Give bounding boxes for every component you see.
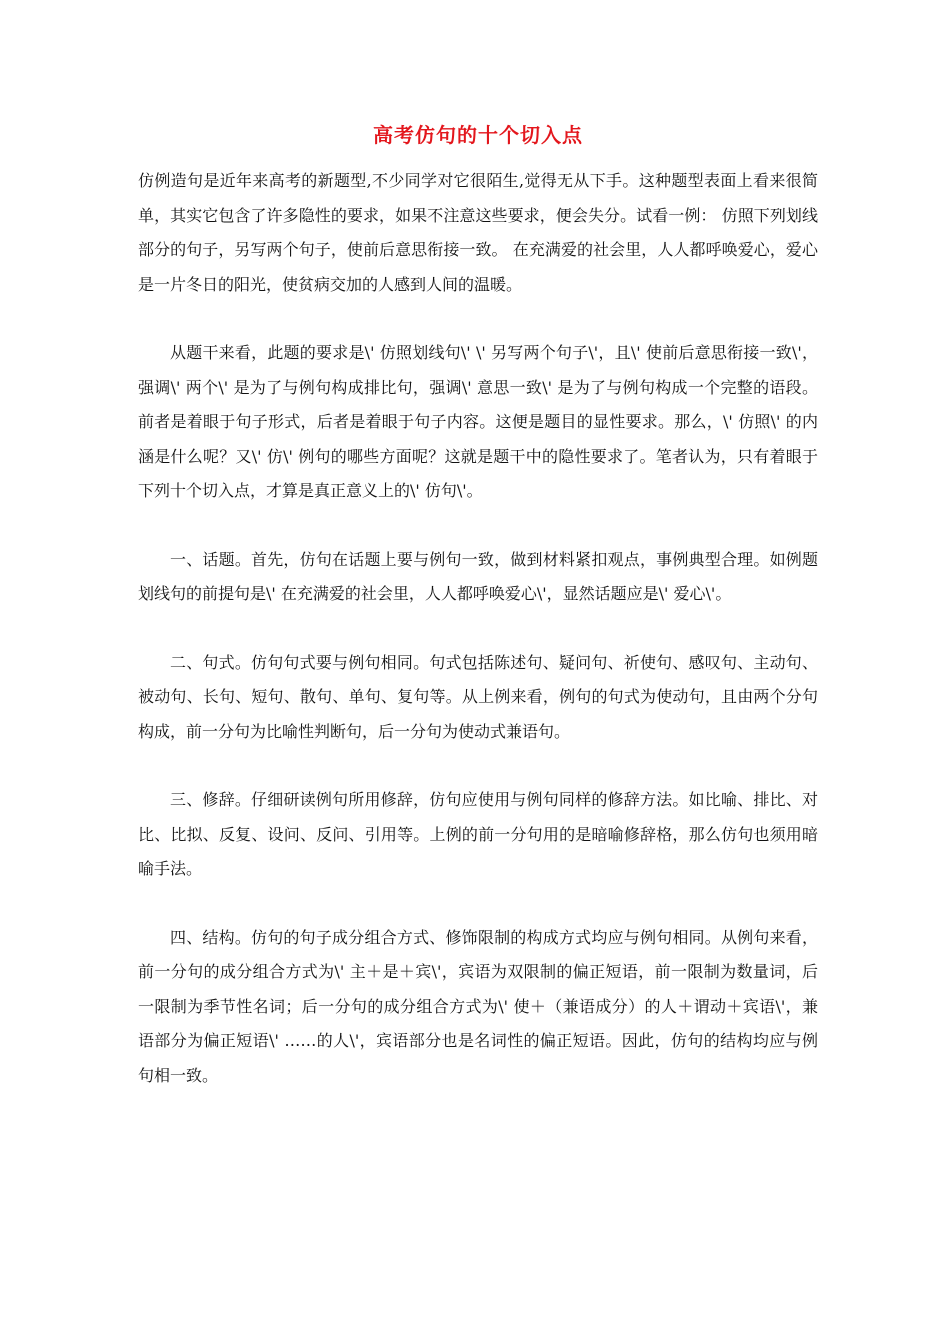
analysis-paragraph: 从题干来看，此题的要求是\' 仿照划线句\' \' 另写两个句子\'，且\' 使前后意思衔接一致\'，强调\' 两个\' 是为了与例句构成排比句，强调\' 意思一致\' 是为了与例句构成一个完整的语段。前者是着眼于句子形式，后者是着眼于句子内容。这便是题目的显性要求。那么，\' 仿照\' 的内涵是什么呢？又\' 仿\' 例句的哪些方面呢？这就是题干中的隐性要求了。笔者认为，只有着眼于下列十个切入点，才算是真正意义上的\' 仿句\'。: [138, 343, 818, 500]
point-topic-paragraph: 一、话题。首先，仿句在话题上要与例句一致，做到材料紧扣观点，事例典型合理。如例题划线句的前提句是\' 在充满爱的社会里，人人都呼唤爱心\'，显然话题应是\' 爱心\'。: [138, 549, 818, 603]
document-title: 高考仿句的十个切入点: [373, 123, 583, 147]
point-rhetoric-paragraph: 三、修辞。仔细研读例句所用修辞，仿句应使用与例句同样的修辞方法。如比喻、排比、对比、比拟、反复、设问、反问、引用等。上例的前一分句用的是暗喻修辞格，那么仿句也须用暗喻手法。: [138, 790, 818, 878]
point-sentence-pattern-paragraph: 二、句式。仿句句式要与例句相同。句式包括陈述句、疑问句、祈使句、感叹句、主动句、被动句、长句、短句、散句、单句、复句等。从上例来看，例句的句式为使动句，且由两个分句构成，前一分句为比喻性判断句，后一分句为使动式兼语句。: [138, 652, 818, 741]
intro-paragraph: 仿例造句是近年来高考的新题型,不少同学对它很陌生,觉得无从下手。这种题型表面上看来很简单，其实它包含了许多隐性的要求，如果不注意这些要求，便会失分。试看一例： 仿照下列划线部分的句子，另写两个句子，使前后意思衔接一致。 在充满爱的社会里，人人都呼唤爱心，爱心是一片冬日的阳光，使贫病交加的人感到人间的温暖。: [138, 171, 818, 294]
point-structure-paragraph: 四、结构。仿句的句子成分组合方式、修饰限制的构成方式均应与例句相同。从例句来看，前一分句的成分组合方式为\' 主＋是＋宾\'，宾语为双限制的偏正短语，前一限制为数量词，后一限制为季节性名词；后一分句的成分组合方式为\' 使＋（兼语成分）的人＋谓动＋宾语\'，兼语部分为偏正短语\' ……的人\'，宾语部分也是名词性的偏正短语。因此，仿句的结构均应与例句相一致。: [138, 927, 818, 1085]
document-page: [138, 120, 818, 1093]
